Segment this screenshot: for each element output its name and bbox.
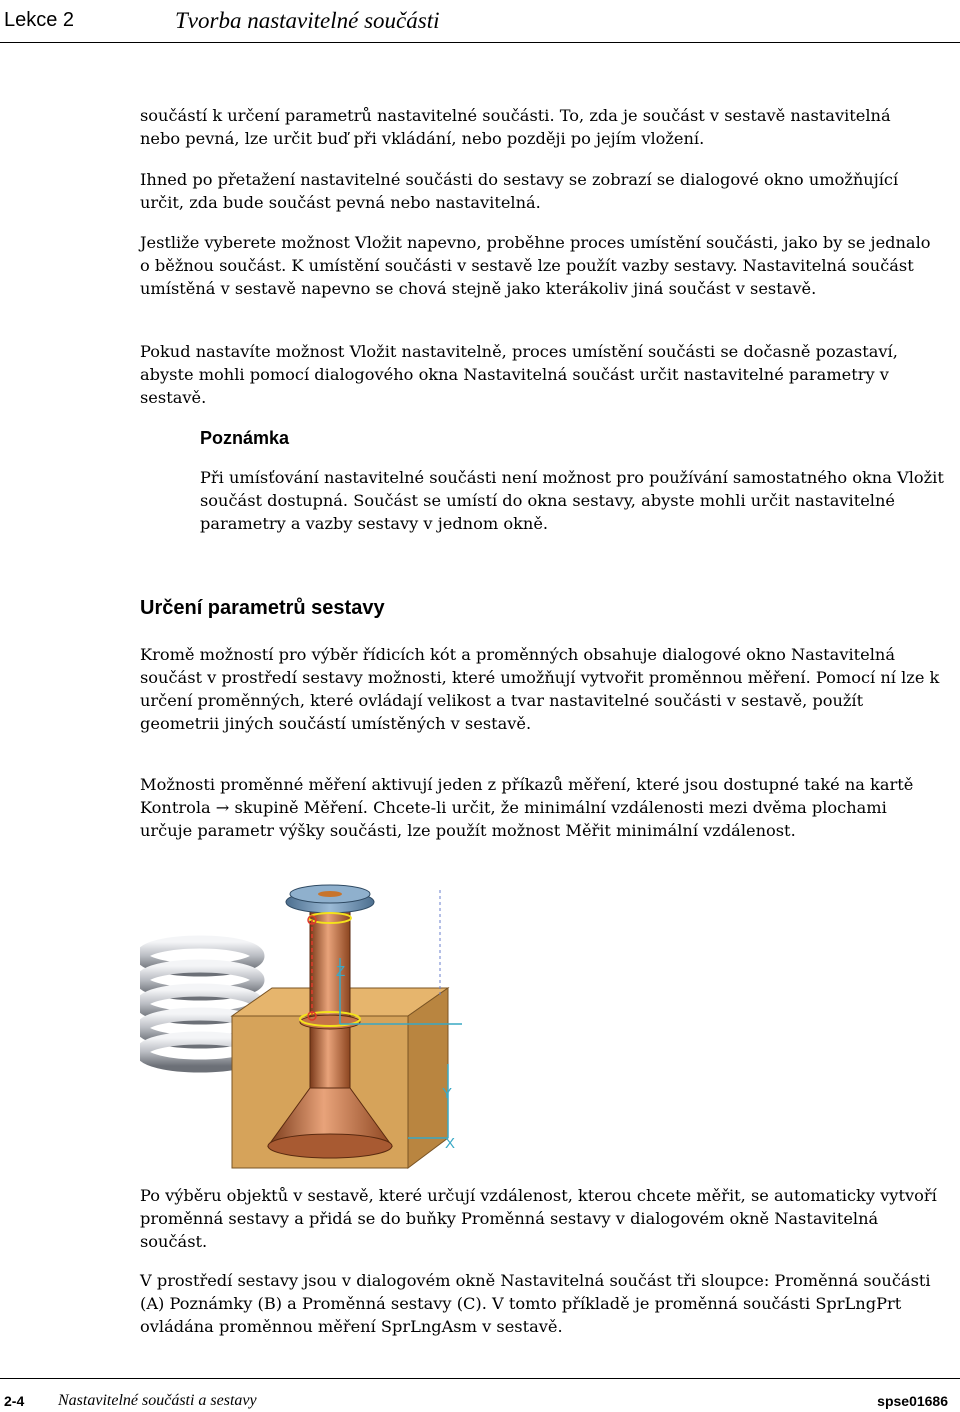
assembly-figure (140, 876, 520, 1176)
paragraph-7: Po výběru objektů v sestavě, které určují vzdálenost, kterou chcete měřit, se automaticky vytvoří proměnná sestavy a přidá se do buňky Proměnná sestavy v dialogovém okně Nastavitelná součást. (140, 1186, 937, 1251)
footer-title: Nastavitelné součásti a sestavy (58, 1392, 257, 1409)
note-text: Při umísťování nastavitelné součásti není možnost pro používání samostatného okna Vložit součást dostupná. Součást se umístí do okna sestavy, abyste mohli určit nastavitelné parametry a vazby sestavy v jednom okně. (200, 468, 944, 533)
document-code: spse01686 (877, 1393, 948, 1409)
paragraph-3: Jestliže vyberete možnost Vložit napevno, proběhne proces umístění součásti, jako by se jednalo o běžnou součást. K umístění součásti v sestavě lze použít vazby sestavy. Nastavitelná součást umístěná v sestavě napevno se chová stejně jako kterákoliv jiná součást v sestavě. (140, 233, 931, 298)
washer (286, 885, 374, 913)
section-title: Určení parametrů sestavy (140, 597, 385, 619)
assembly-illustration (140, 876, 520, 1176)
axis-z-label: Z (336, 963, 346, 980)
page-footer (0, 1378, 960, 1412)
lesson-label: Lekce 2 (4, 9, 75, 31)
axis-x-label: X (445, 1135, 456, 1152)
paragraph-6: Možnosti proměnné měření aktivují jeden z příkazů měření, které jsou dostupné také na kartě Kontrola → skupině Měření. Chcete-li určit, že minimální vzdálenosti mezi dvěma plochami určuje parametr výšky součásti, lze použít možnost Měřit minimální vzdálenost. (140, 775, 914, 840)
paragraph-8: V prostředí sestavy jsou v dialogovém okně Nastavitelná součást tři sloupce: Proměnná součásti (A) Poznámky (B) a Proměnná sestavy (C). V tomto příkladě je proměnná součásti SprLngPrt ovládána proměnnou měření SprLngAsm v sestavě. (140, 1271, 931, 1336)
axis-y-label: Y (442, 1085, 453, 1102)
page-header (0, 0, 960, 43)
paragraph-1: součástí k určení parametrů nastavitelné součásti. To, zda je součást v sestavě nastavitelná nebo pevná, lze určit buď při vkládání, nebo později po jejím vložení. (140, 106, 891, 148)
paragraph-4: Pokud nastavíte možnost Vložit nastavitelně, proces umístění součásti se dočasně pozastaví, abyste mohli pomocí dialogového okna Nastavitelná součást určit nastavitelné parametry v sestavě. (140, 342, 898, 407)
paragraph-5: Kromě možností pro výběr řídicích kót a proměnných obsahuje dialogové okno Nastavitelná součást v prostředí sestavy možnosti, které umožňují vytvořit proměnnou měření. Pomocí ní lze k určení proměnných, které ovládají velikost a tvar nastavitelné součásti v sestavě, použít geometrii jiných součástí umístěných v sestavě. (140, 645, 940, 733)
note-title: Poznámka (200, 428, 290, 448)
chapter-title: Tvorba nastavitelné součásti (175, 8, 440, 33)
paragraph-2: Ihned po přetažení nastavitelné součásti do sestavy se zobrazí se dialogové okno umožňující určit, zda bude součást pevná nebo nastavitelná. (140, 170, 899, 212)
page-number: 2-4 (4, 1393, 25, 1409)
